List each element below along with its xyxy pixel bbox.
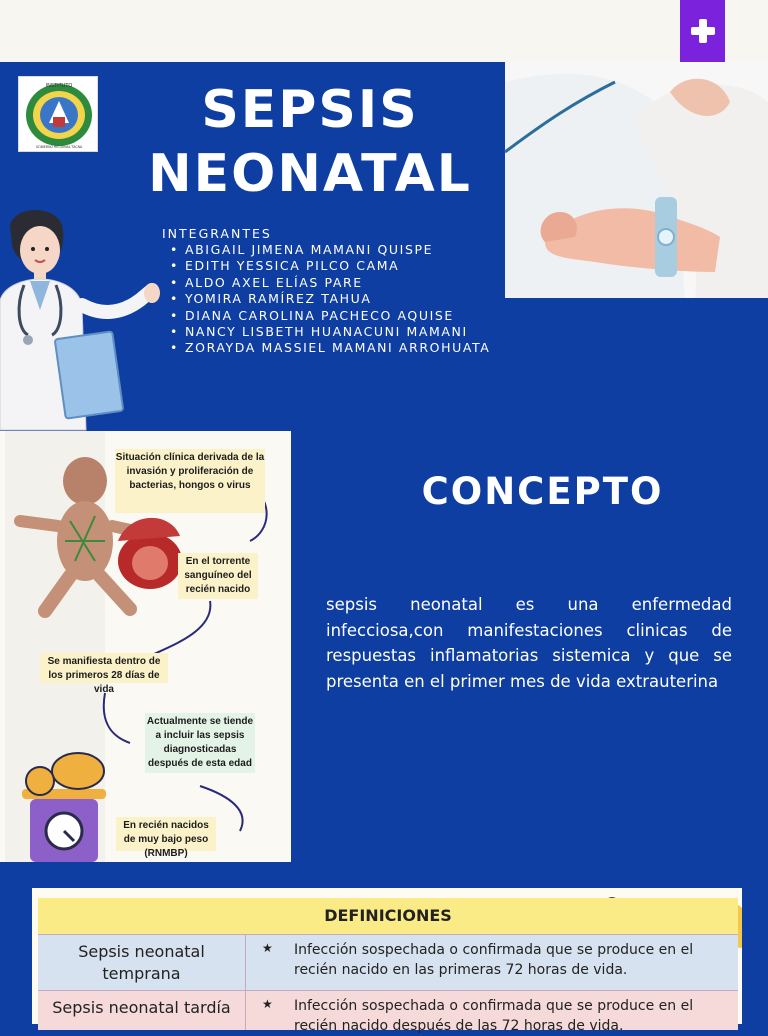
concept-title: CONCEPTO bbox=[421, 470, 664, 513]
add-button[interactable] bbox=[680, 0, 725, 62]
doctor-illustration bbox=[0, 205, 170, 430]
sepsis-infographic bbox=[0, 431, 291, 862]
institute-seal-icon bbox=[19, 77, 99, 153]
infographic-text-2: En el torrente sanguíneo del recién nacido bbox=[184, 556, 252, 595]
definition-term: Sepsis neonatal tardía bbox=[38, 991, 246, 1030]
definitions-header: DEFINICIONES bbox=[38, 898, 738, 934]
newborn-hand-image bbox=[505, 62, 768, 298]
concept-text: sepsis neonatal es una enfermedad infecciosa,con manifestaciones clinicas de respuestas inflamatorias sistemica y que se presenta en el primer mes de vida extrauterina bbox=[326, 595, 732, 691]
top-bar bbox=[0, 0, 768, 62]
table-row bbox=[38, 934, 738, 990]
team-member: • NANCY LISBETH HUANACUNI MAMANI bbox=[170, 324, 490, 340]
infographic-drawing bbox=[0, 431, 291, 862]
infographic-text-4: Actualmente se tiende a incluir las sepsis diagnosticadas después de esta edad bbox=[146, 716, 254, 769]
team-member: • ALDO AXEL ELÍAS PARE bbox=[170, 275, 490, 291]
team-heading: INTEGRANTES bbox=[162, 226, 272, 241]
institute-logo bbox=[18, 76, 98, 152]
team-member: • YOMIRA RAMÍREZ TAHUA bbox=[170, 291, 490, 307]
definition-term: Sepsis neonatal temprana bbox=[38, 935, 246, 990]
definition-description: Infección sospechada o confirmada que se produce en el recién nacido en las primeras 72 horas de vida. bbox=[294, 942, 694, 978]
team-member: • ZORAYDA MASSIEL MAMANI ARROHUATA bbox=[170, 340, 490, 356]
definition-description: Infección sospechada o confirmada que se produce en el recién nacido después de las 72 horas de vida. bbox=[294, 998, 694, 1034]
infographic-text-1: Situación clínica derivada de la invasión y proliferación de bacterias, hongos o virus bbox=[115, 452, 265, 491]
infographic-text-3: Se manifiesta dentro de los primeros 28 días de vida bbox=[47, 656, 161, 695]
title-line-2: NEONATAL bbox=[148, 144, 472, 204]
newborn-photo bbox=[505, 62, 768, 298]
title-line-1: SEPSIS bbox=[201, 80, 419, 140]
star-icon: ★ bbox=[262, 997, 273, 1011]
page-title bbox=[120, 78, 500, 206]
definitions-panel bbox=[32, 888, 742, 1034]
team-member: • EDITH YESSICA PILCO CAMA bbox=[170, 258, 490, 274]
logo-text-top: INSTITUTO bbox=[45, 83, 73, 89]
infographic-text-5: En recién nacidos de muy bajo peso (RNMBP) bbox=[123, 820, 209, 859]
star-icon: ★ bbox=[262, 941, 273, 955]
table-row bbox=[38, 990, 738, 1034]
plus-icon-bar bbox=[691, 27, 715, 35]
team-member: • ABIGAIL JIMENA MAMANI QUISPE bbox=[170, 242, 490, 258]
logo-text-bottom: GOBIERNO REGIONAL TACNA bbox=[35, 145, 83, 149]
doctor-icon bbox=[0, 205, 170, 430]
team-list bbox=[170, 242, 490, 357]
team-member: • DIANA CAROLINA PACHECO AQUISE bbox=[170, 308, 490, 324]
